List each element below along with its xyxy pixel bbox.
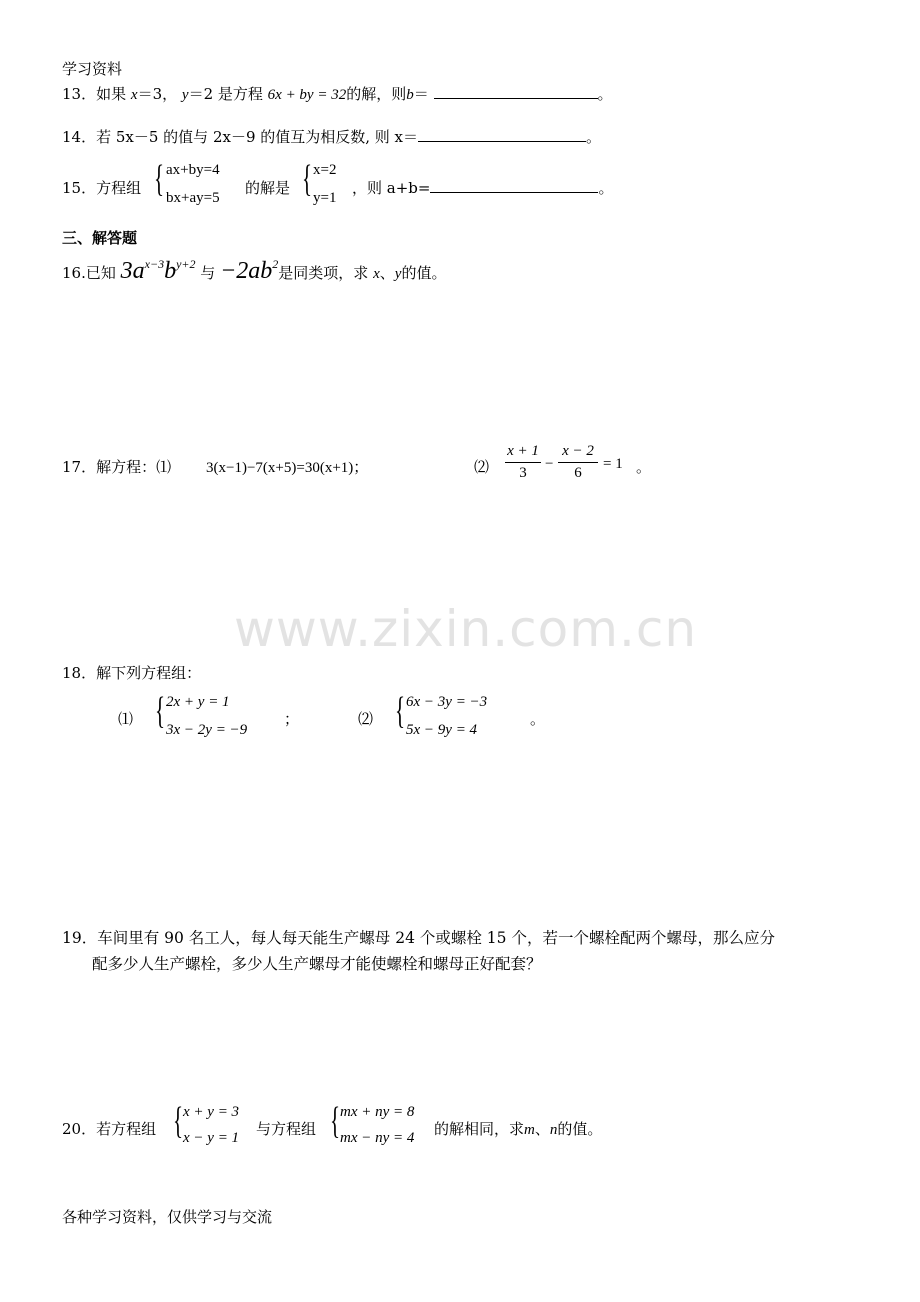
q13-text: ＝	[413, 85, 429, 103]
answer-blank	[434, 84, 598, 99]
q13-var-y: y	[181, 87, 189, 103]
q20-tail	[434, 1118, 602, 1139]
q16-text: 与	[200, 264, 216, 282]
q14-text: 14．若 5x－5 的值与 2x－9 的值互为相反数, 则 x＝	[62, 128, 419, 146]
q18-part-1: ⑴	[118, 710, 134, 728]
q18-end: 。	[530, 710, 546, 728]
q17-rhs: = 1	[603, 456, 623, 472]
q13-end: 。	[597, 85, 613, 103]
numerator: x + 1	[507, 443, 539, 459]
denominator: 3	[519, 465, 527, 481]
numerator: x − 2	[562, 443, 594, 459]
q17-fraction-1	[505, 443, 541, 482]
question-20-label: 20．若方程组	[62, 1120, 157, 1138]
page-footer: 各种学习资料，仅供学习与交流	[62, 1208, 273, 1226]
q16-term1: 3a	[120, 258, 145, 284]
q16-text: 的值。	[401, 264, 447, 282]
q15-solution-x: x=2	[313, 162, 337, 178]
q13-text: ＝2 是方程	[188, 85, 263, 103]
q13-text: 的解，则	[346, 85, 407, 103]
q16-term1b: b	[164, 258, 177, 284]
q16-text: 是同类项，求	[278, 264, 369, 282]
q13-text: 13．	[62, 85, 97, 103]
brace: {	[302, 158, 313, 200]
q16-sep: 、	[379, 264, 395, 282]
q18-part-2: ⑵	[358, 710, 374, 728]
q15-solution-y: y=1	[313, 190, 337, 206]
q15-eq2: bx+ay=5	[166, 190, 220, 206]
q13-var-x: x	[130, 87, 138, 103]
brace: {	[154, 158, 165, 200]
q13-var-b: b	[406, 87, 414, 103]
fraction-bar	[558, 462, 598, 463]
q16-term2: −2ab	[220, 258, 273, 284]
q16-exp3: 2	[272, 257, 279, 271]
question-14	[62, 126, 601, 147]
q20-text: 与方程组	[256, 1120, 317, 1138]
brace: {	[173, 1100, 184, 1142]
q15-tail	[352, 177, 613, 198]
q20-sep: 、	[534, 1120, 550, 1138]
q13-equation: 6x + by = 32	[267, 87, 347, 103]
q18-eq1a: 2x + y = 1	[166, 694, 230, 710]
watermark: www.zixin.com.cn	[234, 600, 698, 658]
q20-system2-eq1: mx + ny = 8	[340, 1104, 415, 1120]
q18-eq2b: 5x − 9y = 4	[406, 722, 478, 738]
q15-text: 的解是	[245, 179, 291, 197]
q20-text: 的解相同，求	[434, 1120, 525, 1138]
q20-var-m: m	[524, 1122, 535, 1138]
q16-exp2: y+2	[176, 257, 196, 271]
question-18-label: 18．解下列方程组：	[62, 664, 202, 682]
question-19-line1: 19．车间里有 90 名工人，每人每天能生产螺母 24 个或螺栓 15 个，若一个螺栓配两个螺母，那么应分	[62, 929, 775, 947]
denominator: 6	[574, 465, 582, 481]
q17-end: 。	[636, 458, 652, 476]
page-header: 学习资料	[62, 60, 123, 78]
q20-system2-eq2: mx − ny = 4	[340, 1130, 415, 1146]
q18-eq2a: 6x − 3y = −3	[406, 694, 488, 710]
q15-text: ，则 a+b=	[352, 179, 431, 197]
q17-fraction-2	[558, 443, 598, 482]
question-19-line2: 配多少人生产螺栓，多少人生产螺母才能使螺栓和螺母正好配套？	[92, 955, 542, 973]
q16-exp1: x−3	[144, 257, 165, 271]
q16-var-y: y	[394, 266, 402, 282]
question-15-label: 15．方程组	[62, 179, 142, 197]
answer-blank	[418, 127, 586, 142]
q20-var-n: n	[549, 1122, 558, 1138]
brace: {	[155, 690, 166, 732]
q20-system1-eq2: x − y = 1	[183, 1130, 240, 1146]
brace: {	[395, 690, 406, 732]
q20-text: 的值。	[557, 1120, 603, 1138]
q18-semicolon: ；	[284, 710, 300, 728]
q13-text: 如果	[96, 85, 127, 103]
q15-end: 。	[598, 179, 614, 197]
minus-sign: −	[545, 456, 554, 472]
q14-end: 。	[586, 128, 602, 146]
fraction-bar	[505, 462, 541, 463]
q16-text: 16.已知	[62, 264, 116, 282]
q17-equation-1: 3(x−1)−7(x+5)=30(x+1)；	[206, 460, 369, 476]
brace: {	[330, 1100, 341, 1142]
question-16	[62, 258, 446, 285]
answer-blank	[430, 178, 598, 193]
q13-text: ＝3，	[137, 85, 178, 103]
q17-part-2: ⑵	[474, 458, 490, 476]
question-17-label: 17．解方程：⑴	[62, 458, 172, 476]
q15-eq1: ax+by=4	[166, 162, 220, 178]
question-13	[62, 83, 613, 104]
section-heading: 三、解答题	[62, 229, 138, 247]
q20-system1-eq1: x + y = 3	[183, 1104, 240, 1120]
q16-var-x: x	[373, 266, 380, 282]
q18-eq1b: 3x − 2y = −9	[166, 722, 248, 738]
